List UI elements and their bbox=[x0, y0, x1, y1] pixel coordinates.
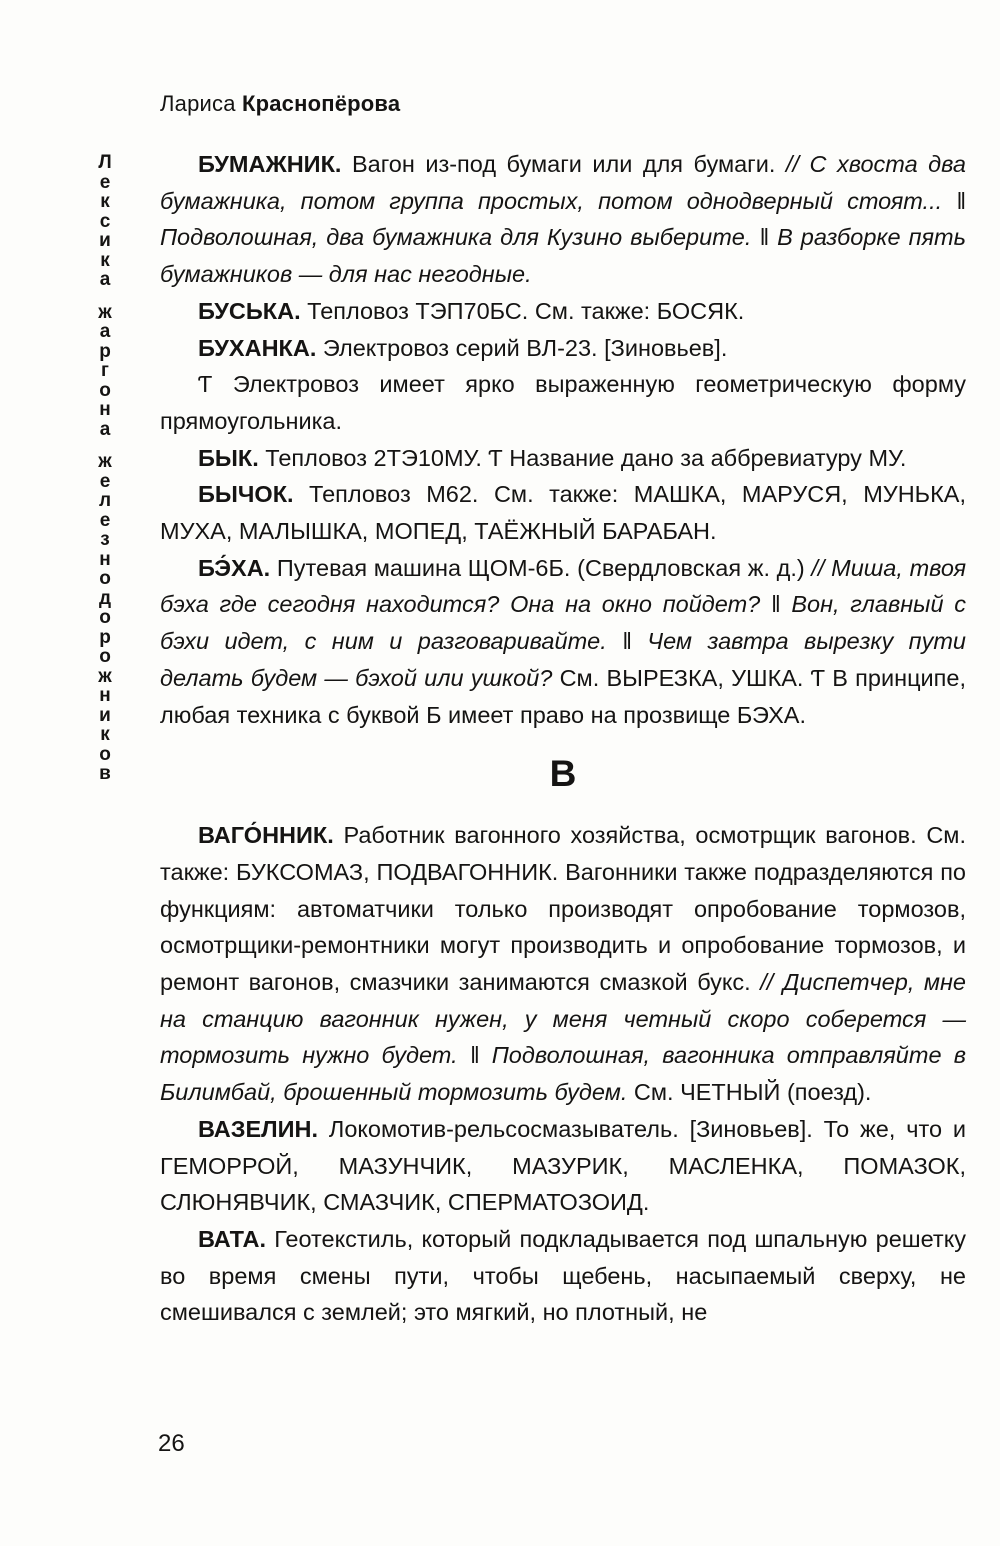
sidebar-letter: г bbox=[101, 360, 109, 381]
sidebar-letter: и bbox=[99, 230, 111, 251]
dictionary-entry-paragraph bbox=[160, 1111, 966, 1221]
author-first-name: Лариса bbox=[160, 91, 242, 116]
sidebar-letter: а bbox=[99, 321, 111, 342]
dictionary-entry-paragraph bbox=[160, 550, 966, 734]
dictionary-entry-paragraph bbox=[160, 330, 966, 367]
sidebar-letter: з bbox=[100, 529, 110, 550]
sidebar-letter: о bbox=[99, 568, 111, 589]
text-run-italic: // Диспетчер, мне на станцию вагонник нужен, у меня четный скоро соберется — тормозить нужно будет. ‖ Подволошная, вагонника отправляйте в Билимбай, брошенный тормозить будем. bbox=[160, 969, 966, 1106]
sidebar-letter: о bbox=[99, 379, 111, 401]
sidebar-letter: д bbox=[98, 587, 112, 609]
dictionary-entry-paragraph bbox=[160, 476, 966, 549]
sidebar-letter: и bbox=[99, 704, 111, 726]
dictionary-entry-paragraph bbox=[160, 293, 966, 330]
text-run-bold: ВАЗЕЛИН. bbox=[198, 1115, 319, 1142]
text-run-italic: // С хвоста два бумажника, потом группа простых, потом однодверный стоят... ‖ Подволошная, два бумажника для Кузино выберите. ‖ В разборке пять бумажников — для нас негодные. bbox=[160, 151, 966, 288]
dictionary-entry-paragraph bbox=[160, 817, 966, 1111]
text-run-normal: Геотекстиль, который подкладывается под шпальную решетку во время смены пути, чтобы щебень, насыпаемый сверху, не смешивался с землей; это мягкий, но плотный, не bbox=[160, 1225, 966, 1326]
sidebar-letter: к bbox=[100, 249, 110, 271]
sidebar-letter: е bbox=[99, 509, 111, 531]
dictionary-entry-paragraph bbox=[160, 146, 966, 293]
text-run-bold: ВАГО́ННИК. bbox=[198, 822, 334, 849]
sidebar-letter: о bbox=[99, 607, 111, 628]
sidebar-letter: р bbox=[99, 340, 111, 362]
text-run-normal: См. ЧЕТНЫЙ (поезд). bbox=[627, 1079, 872, 1106]
text-run-normal: Тепловоз М62. См. также: МАШКА, МАРУСЯ, МУНЬКА, МУХА, МАЛЫШКА, МОПЕД, ТАЁЖНЫЙ БАРАБАН. bbox=[160, 481, 966, 545]
text-run-bold: БЫК. bbox=[198, 444, 259, 471]
sidebar-letter: н bbox=[99, 399, 111, 420]
page-number: 26 bbox=[158, 1430, 185, 1457]
sidebar-letter: е bbox=[99, 171, 111, 193]
author-line bbox=[160, 91, 400, 117]
text-run-normal: Ƭ Электровоз имеет ярко выраженную геометрическую форму прямоугольника. bbox=[160, 371, 966, 434]
text-run-bold: ВАТА. bbox=[198, 1225, 266, 1252]
sidebar-letter: в bbox=[99, 763, 111, 784]
sidebar-letter: к bbox=[100, 724, 110, 745]
sidebar-letter: н bbox=[99, 548, 111, 570]
author-last-name: Краснопёрова bbox=[241, 91, 401, 116]
entries-letter-b bbox=[160, 146, 966, 733]
sidebar-letter: к bbox=[100, 191, 110, 212]
sidebar-letter: е bbox=[99, 470, 111, 492]
text-run-normal: Тепловоз 2ТЭ10МУ. Ƭ Название дано за аббревиатуру МУ. bbox=[258, 444, 907, 471]
sidebar-letter: ж bbox=[98, 451, 112, 472]
text-run-normal: Путевая машина ЩОМ-6Б. (Свердловская ж. д.) bbox=[270, 554, 812, 581]
text-run-normal: Тепловоз ТЭП70БС. См. также: БОСЯК. bbox=[300, 297, 745, 324]
sidebar-letter: н bbox=[99, 685, 111, 706]
text-run-bold: БУХАНКА. bbox=[198, 334, 317, 361]
text-run-normal: Локомотив-рельсосмазыватель. [Зиновьев]. То же, что и ГЕМОРРОЙ, МАЗУНЧИК, МАЗУРИК, МАСЛЕНКА, ПОМАЗОК, СЛЮНЯВЧИК, СМАЗЧИК, СПЕРМАТОЗОИД. bbox=[160, 1115, 966, 1216]
text-run-normal: Работник вагонного хозяйства, осмотрщик вагонов. См. также: БУКСОМАЗ, ПОДВАГОННИК. Вагонники также подразделяются по функциям: автоматчики только производят опробование тормозов, осмотрщики-ремонтники могут производить и опробование тормозов, и ремонт вагонов, смазчики занимаются смазкой букс. bbox=[160, 822, 966, 996]
sidebar-letter: ж bbox=[98, 301, 112, 323]
text-run-normal: См. ВЫРЕЗКА, УШКА. Ƭ В принципе, любая техника с буквой Б имеет право на прозвище БЭХА. bbox=[160, 664, 966, 728]
sidebar-letter: с bbox=[99, 210, 111, 232]
dictionary-entry-paragraph bbox=[160, 366, 966, 439]
text-run-bold: БЭ́ХА. bbox=[198, 554, 271, 581]
sidebar-letter: л bbox=[98, 490, 112, 511]
text-run-normal: Электровоз серий ВЛ-23. [Зиновьев]. bbox=[316, 334, 728, 361]
sidebar-letter: Л bbox=[98, 152, 112, 173]
dictionary-entry-paragraph bbox=[160, 1221, 966, 1331]
sidebar-vertical-title bbox=[90, 153, 120, 784]
text-run-bold: БЫЧОК. bbox=[198, 481, 294, 508]
sidebar-letter: ж bbox=[98, 665, 112, 687]
text-run-normal: Вагон из-под бумаги или для бумаги. bbox=[341, 151, 786, 177]
dictionary-entry-paragraph bbox=[160, 440, 966, 477]
sidebar-letter: а bbox=[99, 269, 111, 290]
sidebar-letter: о bbox=[99, 743, 111, 765]
text-run-bold: БУСЬКА. bbox=[198, 297, 301, 324]
entries-letter-v bbox=[160, 817, 966, 1331]
text-run-bold: БУМАЖНИК. bbox=[198, 151, 342, 177]
section-heading-letter: В bbox=[549, 753, 577, 795]
sidebar-letter: а bbox=[99, 418, 111, 440]
main-text-column bbox=[160, 146, 966, 1331]
text-run-italic: // Миша, твоя бэха где сегодня находится? Она на окно пойдет? ‖ Вон, главный с бэхи идет, с ним и разговаривайте. ‖ Чем завтра вырезку пути делать будем — бэхой или ушкой? bbox=[160, 554, 966, 691]
sidebar-letter: о bbox=[99, 646, 111, 667]
sidebar-letter: р bbox=[99, 626, 111, 648]
